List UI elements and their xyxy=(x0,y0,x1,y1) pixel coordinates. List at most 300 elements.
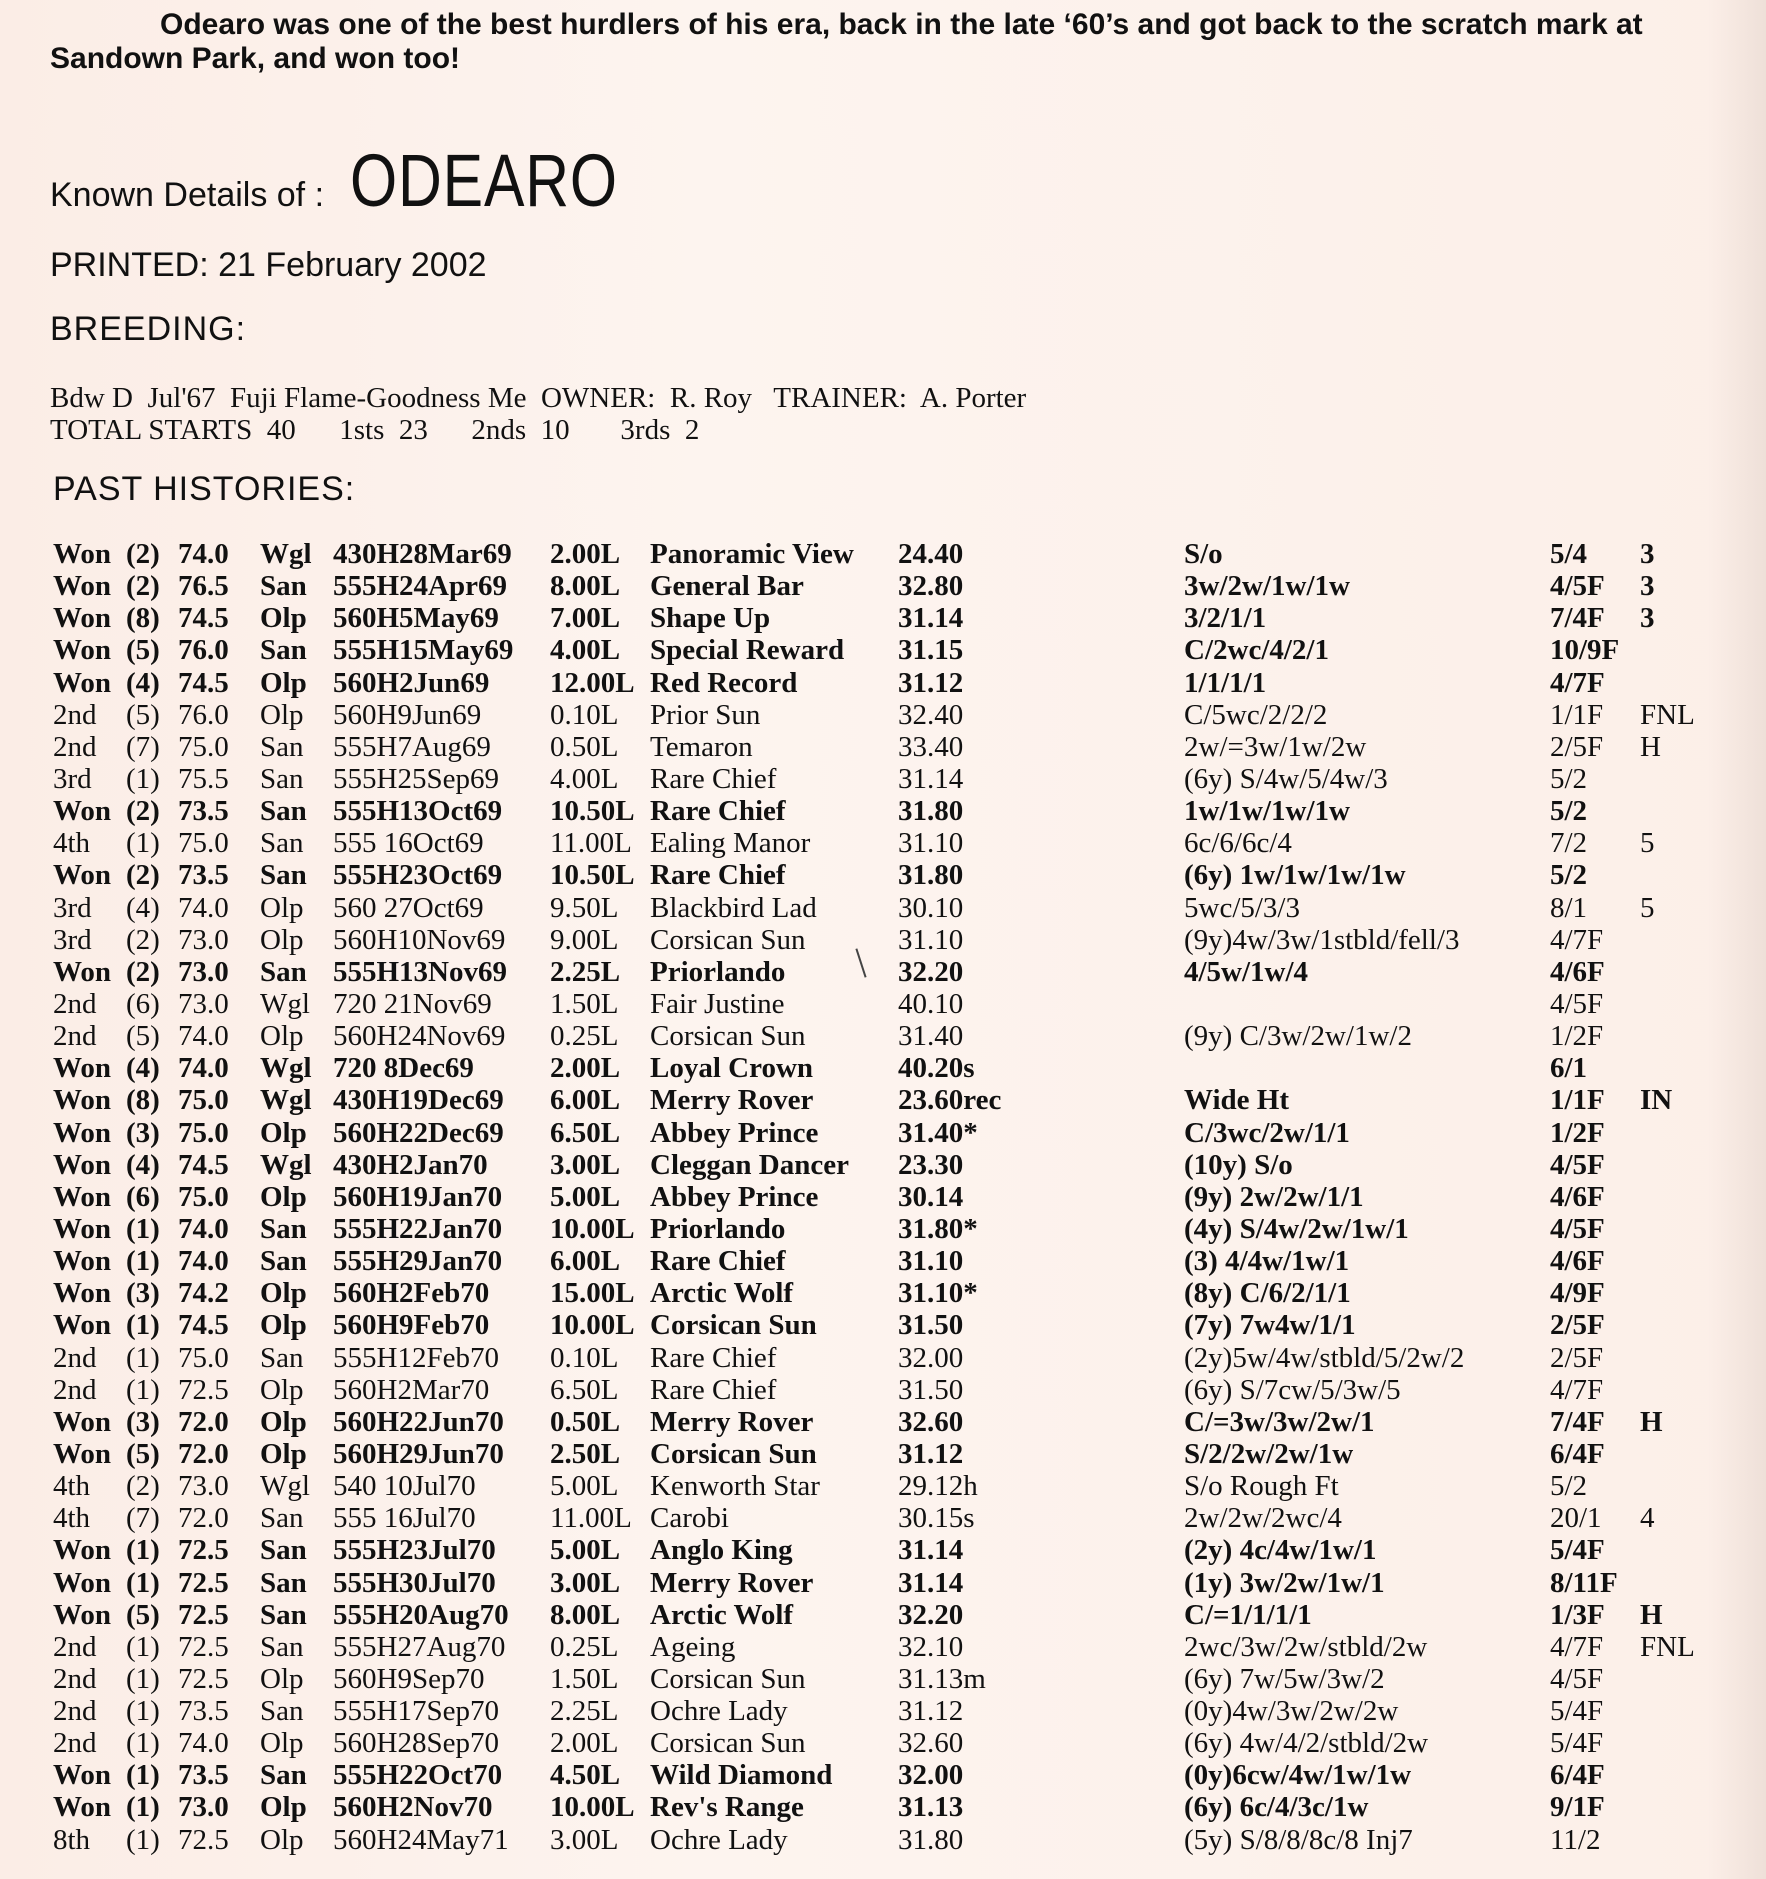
box-cell: (2) xyxy=(126,538,160,570)
margin-cell: 5.00L xyxy=(550,1534,621,1567)
box-cell: (1) xyxy=(126,1662,160,1695)
winner-cell: Prior Sun xyxy=(650,698,761,731)
winner-cell: Rare Chief xyxy=(650,795,786,828)
distance-date-cell: 555H7Aug69 xyxy=(333,730,491,763)
distance-date-cell: 555 16Oct69 xyxy=(333,827,484,860)
history-row xyxy=(0,1309,1766,1341)
margin-cell: 8.00L xyxy=(550,1598,621,1631)
margin-cell: 2.25L xyxy=(550,955,621,988)
odds-cell: 6/1 xyxy=(1550,1052,1588,1085)
track-cell: San xyxy=(260,762,304,795)
result-cell: Won xyxy=(53,1437,112,1470)
weight-cell: 73.0 xyxy=(178,1470,229,1503)
margin-cell: 2.00L xyxy=(550,1052,621,1085)
time-cell: 31.80* xyxy=(898,1212,978,1245)
winner-cell: Blackbird Lad xyxy=(650,891,817,924)
track-cell: San xyxy=(260,1759,307,1792)
comments-cell: Wide Ht xyxy=(1184,1084,1289,1117)
history-row xyxy=(0,827,1766,859)
weight-cell: 72.5 xyxy=(178,1373,229,1406)
time-cell: 31.10 xyxy=(898,827,964,860)
distance-date-cell: 560H10Nov69 xyxy=(333,923,506,956)
comments-cell: (2y)5w/4w/stbld/5/2w/2 xyxy=(1184,1341,1465,1374)
odds-cell: 4/7F xyxy=(1550,923,1604,956)
time-cell: 32.20 xyxy=(898,955,964,988)
odds-cell: 8/11F xyxy=(1550,1566,1618,1599)
time-cell: 32.20 xyxy=(898,1598,964,1631)
note-cell: 3 xyxy=(1640,570,1655,603)
comments-cell: 1/1/1/1 xyxy=(1184,666,1267,699)
winner-cell: Temaron xyxy=(650,730,753,763)
history-row xyxy=(0,602,1766,634)
track-cell: San xyxy=(260,1566,307,1599)
odds-cell: 4/7F xyxy=(1550,666,1605,699)
result-cell: 3rd xyxy=(53,891,92,924)
box-cell: (3) xyxy=(126,1405,160,1438)
history-row xyxy=(0,1181,1766,1213)
result-cell: Won xyxy=(53,1534,112,1567)
track-cell: San xyxy=(260,1341,304,1374)
odds-cell: 2/5F xyxy=(1550,1309,1605,1342)
weight-cell: 74.0 xyxy=(178,1052,229,1085)
track-cell: San xyxy=(260,795,307,828)
weight-cell: 72.0 xyxy=(178,1405,229,1438)
history-row xyxy=(0,1759,1766,1791)
odds-cell: 5/2 xyxy=(1550,859,1588,892)
odds-cell: 4/7F xyxy=(1550,1630,1604,1663)
track-cell: Olp xyxy=(260,891,304,924)
odds-cell: 4/5F xyxy=(1550,1212,1605,1245)
weight-cell: 75.0 xyxy=(178,1341,229,1374)
time-cell: 31.50 xyxy=(898,1309,964,1342)
result-cell: Won xyxy=(53,955,112,988)
winner-cell: Carobi xyxy=(650,1502,729,1535)
time-cell: 32.60 xyxy=(898,1405,964,1438)
box-cell: (5) xyxy=(126,1437,160,1470)
winner-cell: Kenworth Star xyxy=(650,1470,820,1503)
weight-cell: 75.5 xyxy=(178,762,229,795)
winner-cell: Anglo King xyxy=(650,1534,793,1567)
history-row xyxy=(0,763,1766,795)
result-cell: 2nd xyxy=(53,987,97,1020)
comments-cell: (5y) S/8/8/8c/8 Inj7 xyxy=(1184,1823,1413,1856)
printed-date: PRINTED: 21 February 2002 xyxy=(50,246,487,284)
distance-date-cell: 560H24Nov69 xyxy=(333,1020,506,1053)
distance-date-cell: 560H22Dec69 xyxy=(333,1116,504,1149)
result-cell: Won xyxy=(53,1212,112,1245)
margin-cell: 5.00L xyxy=(550,1470,619,1503)
history-row xyxy=(0,1245,1766,1277)
history-row xyxy=(0,1663,1766,1695)
distance-date-cell: 555H12Feb70 xyxy=(333,1341,499,1374)
weight-cell: 75.0 xyxy=(178,827,229,860)
time-cell: 31.14 xyxy=(898,602,964,635)
odds-cell: 5/4F xyxy=(1550,1695,1604,1728)
comments-cell: C/=3w/3w/2w/1 xyxy=(1184,1405,1375,1438)
comments-cell: C/3wc/2w/1/1 xyxy=(1184,1116,1350,1149)
weight-cell: 72.5 xyxy=(178,1534,229,1567)
time-cell: 23.30 xyxy=(898,1148,964,1181)
distance-date-cell: 720 21Nov69 xyxy=(333,987,492,1020)
time-cell: 33.40 xyxy=(898,730,964,763)
result-cell: Won xyxy=(53,1084,112,1117)
winner-cell: Rare Chief xyxy=(650,762,777,795)
box-cell: (8) xyxy=(126,1084,160,1117)
comments-cell: 5wc/5/3/3 xyxy=(1184,891,1300,924)
known-details-label: Known Details of : xyxy=(50,176,325,214)
result-cell: 3rd xyxy=(53,762,92,795)
margin-cell: 2.50L xyxy=(550,1437,621,1470)
box-cell: (1) xyxy=(126,1212,160,1245)
odds-cell: 4/5F xyxy=(1550,570,1605,603)
odds-cell: 1/3F xyxy=(1550,1598,1605,1631)
distance-date-cell: 430H2Jan70 xyxy=(333,1148,488,1181)
comments-cell: 6c/6/6c/4 xyxy=(1184,827,1292,860)
weight-cell: 76.0 xyxy=(178,634,229,667)
winner-cell: Rare Chief xyxy=(650,1341,777,1374)
comments-cell: S/o Rough Ft xyxy=(1184,1470,1339,1503)
note-cell: H xyxy=(1640,730,1661,763)
distance-date-cell: 430H19Dec69 xyxy=(333,1084,504,1117)
weight-cell: 72.5 xyxy=(178,1566,229,1599)
distance-date-cell: 555 16Jul70 xyxy=(333,1502,476,1535)
time-cell: 31.14 xyxy=(898,762,964,795)
result-cell: Won xyxy=(53,795,112,828)
result-cell: Won xyxy=(53,1277,112,1310)
margin-cell: 5.00L xyxy=(550,1180,621,1213)
comments-cell: (9y)4w/3w/1stbld/fell/3 xyxy=(1184,923,1460,956)
comments-cell: (1y) 3w/2w/1w/1 xyxy=(1184,1566,1385,1599)
box-cell: (1) xyxy=(126,1341,160,1374)
time-cell: 31.12 xyxy=(898,1437,964,1470)
winner-cell: Arctic Wolf xyxy=(650,1598,794,1631)
note-cell: 5 xyxy=(1640,891,1655,924)
box-cell: (4) xyxy=(126,891,160,924)
winner-cell: Merry Rover xyxy=(650,1084,814,1117)
distance-date-cell: 540 10Jul70 xyxy=(333,1470,476,1503)
comments-cell: (0y)4w/3w/2w/2w xyxy=(1184,1695,1399,1728)
breeding-details: Bdw D Jul'67 Fuji Flame-Goodness Me OWNER: R. Roy TRAINER: A. Porter xyxy=(50,382,1027,414)
winner-cell: Rare Chief xyxy=(650,1373,777,1406)
time-cell: 23.60rec xyxy=(898,1084,1002,1117)
track-cell: San xyxy=(260,1695,304,1728)
result-cell: 4th xyxy=(53,1470,91,1503)
time-cell: 29.12h xyxy=(898,1470,978,1503)
winner-cell: Red Record xyxy=(650,666,798,699)
distance-date-cell: 560H9Feb70 xyxy=(333,1309,490,1342)
weight-cell: 74.0 xyxy=(178,891,229,924)
distance-date-cell: 555H24Apr69 xyxy=(333,570,507,603)
history-row xyxy=(0,1342,1766,1374)
odds-cell: 10/9F xyxy=(1550,634,1620,667)
result-cell: Won xyxy=(53,859,112,892)
margin-cell: 0.50L xyxy=(550,1405,621,1438)
margin-cell: 6.00L xyxy=(550,1245,621,1278)
distance-date-cell: 555H13Oct69 xyxy=(333,795,503,828)
result-cell: Won xyxy=(53,1759,112,1792)
weight-cell: 74.5 xyxy=(178,602,229,635)
history-row xyxy=(0,956,1766,988)
time-cell: 31.14 xyxy=(898,1566,964,1599)
time-cell: 31.13m xyxy=(898,1662,986,1695)
box-cell: (1) xyxy=(126,1534,160,1567)
box-cell: (5) xyxy=(126,698,160,731)
result-cell: Won xyxy=(53,1405,112,1438)
odds-cell: 4/6F xyxy=(1550,955,1605,988)
margin-cell: 0.10L xyxy=(550,698,619,731)
result-cell: 2nd xyxy=(53,1695,97,1728)
track-cell: San xyxy=(260,859,307,892)
track-cell: San xyxy=(260,1598,307,1631)
weight-cell: 73.0 xyxy=(178,923,229,956)
weight-cell: 74.0 xyxy=(178,538,229,570)
history-row xyxy=(0,538,1766,570)
track-cell: San xyxy=(260,955,307,988)
history-row xyxy=(0,699,1766,731)
history-row xyxy=(0,634,1766,666)
margin-cell: 9.50L xyxy=(550,891,619,924)
history-row xyxy=(0,924,1766,956)
box-cell: (7) xyxy=(126,1502,160,1535)
distance-date-cell: 555H13Nov69 xyxy=(333,955,507,988)
track-cell: San xyxy=(260,1212,307,1245)
time-cell: 31.15 xyxy=(898,634,964,667)
result-cell: Won xyxy=(53,1598,112,1631)
box-cell: (1) xyxy=(126,1759,160,1792)
winner-cell: Rev's Range xyxy=(650,1791,804,1824)
time-cell: 32.00 xyxy=(898,1341,964,1374)
result-cell: 4th xyxy=(53,827,91,860)
odds-cell: 8/1 xyxy=(1550,891,1588,924)
odds-cell: 9/1F xyxy=(1550,1791,1605,1824)
odds-cell: 4/9F xyxy=(1550,1277,1605,1310)
odds-cell: 6/4F xyxy=(1550,1759,1605,1792)
track-cell: San xyxy=(260,827,304,860)
time-cell: 31.80 xyxy=(898,859,964,892)
history-row xyxy=(0,1374,1766,1406)
weight-cell: 73.5 xyxy=(178,795,229,828)
weight-cell: 72.5 xyxy=(178,1662,229,1695)
history-row xyxy=(0,1727,1766,1759)
track-cell: Olp xyxy=(260,1791,307,1824)
intro-paragraph: Odearo was one of the best hurdlers of his era, back in the late ‘60’s and got back to the scratch mark at Sandown Park, and won too! xyxy=(50,8,1643,75)
time-cell: 31.10 xyxy=(898,1245,964,1278)
comments-cell: 2wc/3w/2w/stbld/2w xyxy=(1184,1630,1428,1663)
history-row xyxy=(0,988,1766,1020)
odds-cell: 6/4F xyxy=(1550,1437,1605,1470)
history-row xyxy=(0,570,1766,602)
box-cell: (2) xyxy=(126,570,160,603)
winner-cell: Ochre Lady xyxy=(650,1823,788,1856)
time-cell: 40.10 xyxy=(898,987,964,1020)
track-cell: Wgl xyxy=(260,1052,312,1085)
odds-cell: 4/5F xyxy=(1550,1148,1605,1181)
distance-date-cell: 560H19Jan70 xyxy=(333,1180,503,1213)
result-cell: Won xyxy=(53,1180,112,1213)
comments-cell: 2w/=3w/1w/2w xyxy=(1184,730,1367,763)
history-row xyxy=(0,1213,1766,1245)
distance-date-cell: 555H23Oct69 xyxy=(333,859,503,892)
history-row xyxy=(0,1470,1766,1502)
box-cell: (1) xyxy=(126,1727,160,1760)
winner-cell: Priorlando xyxy=(650,955,786,988)
winner-cell: Ealing Manor xyxy=(650,827,811,860)
winner-cell: Rare Chief xyxy=(650,859,786,892)
result-cell: Won xyxy=(53,1116,112,1149)
time-cell: 31.40* xyxy=(898,1116,978,1149)
horse-name: ODEARO xyxy=(350,139,618,222)
margin-cell: 4.00L xyxy=(550,634,621,667)
comments-cell: (6y) 6c/4/3c/1w xyxy=(1184,1791,1369,1824)
weight-cell: 74.5 xyxy=(178,1309,229,1342)
odds-cell: 1/2F xyxy=(1550,1020,1604,1053)
history-row xyxy=(0,1406,1766,1438)
winner-cell: Abbey Prince xyxy=(650,1180,819,1213)
track-cell: Olp xyxy=(260,923,304,956)
comments-cell: (6y) S/4w/5/4w/3 xyxy=(1184,762,1388,795)
history-row xyxy=(0,859,1766,891)
margin-cell: 10.50L xyxy=(550,795,635,828)
weight-cell: 72.5 xyxy=(178,1823,229,1856)
comments-cell: (8y) C/6/2/1/1 xyxy=(1184,1277,1351,1310)
winner-cell: Abbey Prince xyxy=(650,1116,819,1149)
margin-cell: 11.00L xyxy=(550,827,632,860)
history-row xyxy=(0,1277,1766,1309)
note-cell: H xyxy=(1640,1405,1663,1438)
odds-cell: 1/1F xyxy=(1550,698,1604,731)
weight-cell: 74.0 xyxy=(178,1020,229,1053)
distance-date-cell: 555H17Sep70 xyxy=(333,1695,499,1728)
odds-cell: 7/4F xyxy=(1550,602,1605,635)
past-histories-table xyxy=(0,538,1766,1856)
track-cell: Olp xyxy=(260,1020,304,1053)
history-row xyxy=(0,1149,1766,1181)
comments-cell: (9y) C/3w/2w/1w/2 xyxy=(1184,1020,1412,1053)
distance-date-cell: 555H22Jan70 xyxy=(333,1212,503,1245)
margin-cell: 3.00L xyxy=(550,1566,621,1599)
comments-cell: (6y) 7w/5w/3w/2 xyxy=(1184,1662,1385,1695)
track-cell: San xyxy=(260,634,307,667)
distance-date-cell: 430H28Mar69 xyxy=(333,538,512,570)
box-cell: (1) xyxy=(126,1245,160,1278)
time-cell: 31.13 xyxy=(898,1791,964,1824)
history-row xyxy=(0,1791,1766,1823)
weight-cell: 75.0 xyxy=(178,1084,229,1117)
time-cell: 31.12 xyxy=(898,666,964,699)
weight-cell: 73.0 xyxy=(178,987,229,1020)
distance-date-cell: 560H2Jun69 xyxy=(333,666,490,699)
box-cell: (2) xyxy=(126,795,160,828)
history-row xyxy=(0,1631,1766,1663)
odds-cell: 20/1 xyxy=(1550,1502,1602,1535)
comments-cell: 2w/2w/2wc/4 xyxy=(1184,1502,1342,1535)
history-row xyxy=(0,1084,1766,1116)
note-cell: FNL xyxy=(1640,698,1695,731)
distance-date-cell: 560H5May69 xyxy=(333,602,499,635)
comments-cell: (6y) S/7cw/5/3w/5 xyxy=(1184,1373,1401,1406)
note-cell: H xyxy=(1640,1598,1663,1631)
box-cell: (2) xyxy=(126,859,160,892)
winner-cell: Ochre Lady xyxy=(650,1695,788,1728)
distance-date-cell: 720 8Dec69 xyxy=(333,1052,474,1085)
track-cell: Olp xyxy=(260,1437,307,1470)
distance-date-cell: 560H22Jun70 xyxy=(333,1405,504,1438)
winner-cell: Corsican Sun xyxy=(650,1020,806,1053)
result-cell: Won xyxy=(53,1245,112,1278)
track-cell: Wgl xyxy=(260,1148,312,1181)
time-cell: 30.10 xyxy=(898,891,964,924)
comments-cell: (6y) 1w/1w/1w/1w xyxy=(1184,859,1406,892)
margin-cell: 0.10L xyxy=(550,1341,619,1374)
weight-cell: 74.0 xyxy=(178,1727,229,1760)
comments-cell: (0y)6cw/4w/1w/1w xyxy=(1184,1759,1412,1792)
odds-cell: 5/4F xyxy=(1550,1534,1605,1567)
weight-cell: 74.5 xyxy=(178,666,229,699)
breeding-heading: BREEDING: xyxy=(50,310,247,348)
odds-cell: 5/4 xyxy=(1550,538,1588,570)
comments-cell: S/2/2w/2w/1w xyxy=(1184,1437,1354,1470)
distance-date-cell: 560H29Jun70 xyxy=(333,1437,504,1470)
note-cell: 3 xyxy=(1640,538,1655,570)
distance-date-cell: 560H2Nov70 xyxy=(333,1791,493,1824)
track-cell: San xyxy=(260,1502,304,1535)
result-cell: Won xyxy=(53,1566,112,1599)
result-cell: 2nd xyxy=(53,1341,97,1374)
box-cell: (5) xyxy=(126,634,160,667)
distance-date-cell: 560 27Oct69 xyxy=(333,891,484,924)
result-cell: 3rd xyxy=(53,923,92,956)
winner-cell: Merry Rover xyxy=(650,1405,814,1438)
track-cell: Olp xyxy=(260,1373,304,1406)
comments-cell: C/=1/1/1/1 xyxy=(1184,1598,1312,1631)
result-cell: Won xyxy=(53,634,112,667)
history-row xyxy=(0,1567,1766,1599)
margin-cell: 6.00L xyxy=(550,1084,621,1117)
history-row xyxy=(0,795,1766,827)
distance-date-cell: 560H2Feb70 xyxy=(333,1277,490,1310)
result-cell: 2nd xyxy=(53,730,97,763)
history-row xyxy=(0,892,1766,924)
history-row xyxy=(0,1695,1766,1727)
result-cell: 2nd xyxy=(53,1373,97,1406)
weight-cell: 75.0 xyxy=(178,730,229,763)
odds-cell: 4/6F xyxy=(1550,1180,1605,1213)
box-cell: (1) xyxy=(126,762,160,795)
track-cell: Wgl xyxy=(260,1084,312,1117)
distance-date-cell: 555H15May69 xyxy=(333,634,514,667)
track-cell: San xyxy=(260,1245,307,1278)
margin-cell: 7.00L xyxy=(550,602,621,635)
box-cell: (3) xyxy=(126,1116,160,1149)
distance-date-cell: 560H2Mar70 xyxy=(333,1373,490,1406)
note-cell: IN xyxy=(1640,1084,1673,1117)
time-cell: 40.20s xyxy=(898,1052,975,1085)
track-cell: Olp xyxy=(260,1116,307,1149)
weight-cell: 72.0 xyxy=(178,1437,229,1470)
total-starts: TOTAL STARTS 40 1sts 23 2nds 10 3rds 2 xyxy=(50,414,700,446)
box-cell: (5) xyxy=(126,1598,160,1631)
note-cell: 5 xyxy=(1640,827,1655,860)
winner-cell: Wild Diamond xyxy=(650,1759,833,1792)
winner-cell: Corsican Sun xyxy=(650,1437,817,1470)
box-cell: (6) xyxy=(126,1180,160,1213)
distance-date-cell: 560H28Sep70 xyxy=(333,1727,499,1760)
margin-cell: 3.00L xyxy=(550,1148,621,1181)
margin-cell: 2.00L xyxy=(550,1727,619,1760)
margin-cell: 4.50L xyxy=(550,1759,621,1792)
distance-date-cell: 560H24May71 xyxy=(333,1823,509,1856)
odds-cell: 7/2 xyxy=(1550,827,1588,860)
